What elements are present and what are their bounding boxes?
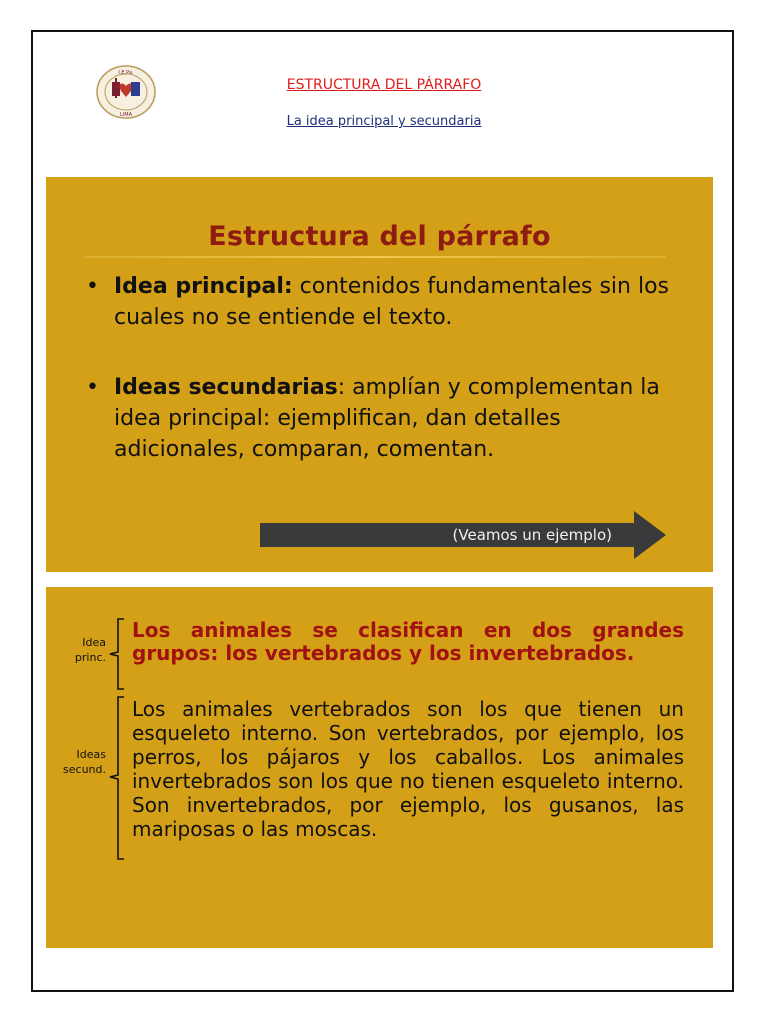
label-secondary-ideas: Ideas secund. <box>63 748 106 776</box>
title-divider <box>84 256 666 258</box>
bracket-main-icon <box>106 617 130 691</box>
document-subtitle: La idea principal y secundaria <box>286 114 482 129</box>
slide-title: Estructura del párrafo <box>208 221 551 252</box>
main-idea-text: Los animales se clasifican en dos grandes grupos: los vertebrados y los invertebrados. <box>132 618 684 665</box>
bullet-term: Idea principal: <box>114 274 293 299</box>
slide-example <box>46 587 713 948</box>
bullet-dot-icon: • <box>86 375 99 400</box>
bullet-text: : amplían y complementan la idea principal: ejemplifican, dan detalles adicionales, comparan, comentan. <box>114 375 660 462</box>
document-title: ESTRUCTURA DEL PÁRRAFO <box>286 77 482 93</box>
bullet-main-idea <box>86 271 696 333</box>
bullet-secondary-ideas <box>86 372 696 465</box>
bracket-secondary-icon <box>106 695 130 861</box>
bullet-dot-icon: • <box>86 274 99 299</box>
logo-top-text: I.E.Pa. <box>118 70 134 76</box>
secondary-ideas-text: Los animales vertebrados son los que tienen un esqueleto interno. Son vertebrados, por ejemplo, los perros, los pájaros y los caballos. Los animales invertebrados son los que no tienen esqueleto interno. Son invertebrados, por ejemplo, los gusanos, las mariposas o las moscas. <box>132 697 684 841</box>
logo-bottom-text: LIMA <box>120 112 132 118</box>
bullet-term: Ideas secundarias <box>114 375 338 400</box>
slide-structure <box>46 177 713 572</box>
bullet-text: contenidos fundamentales sin los cuales no se entiende el texto. <box>114 274 670 330</box>
label-main-idea: Idea princ. <box>74 636 106 664</box>
arrow-label: (Veamos un ejemplo) <box>452 526 612 544</box>
